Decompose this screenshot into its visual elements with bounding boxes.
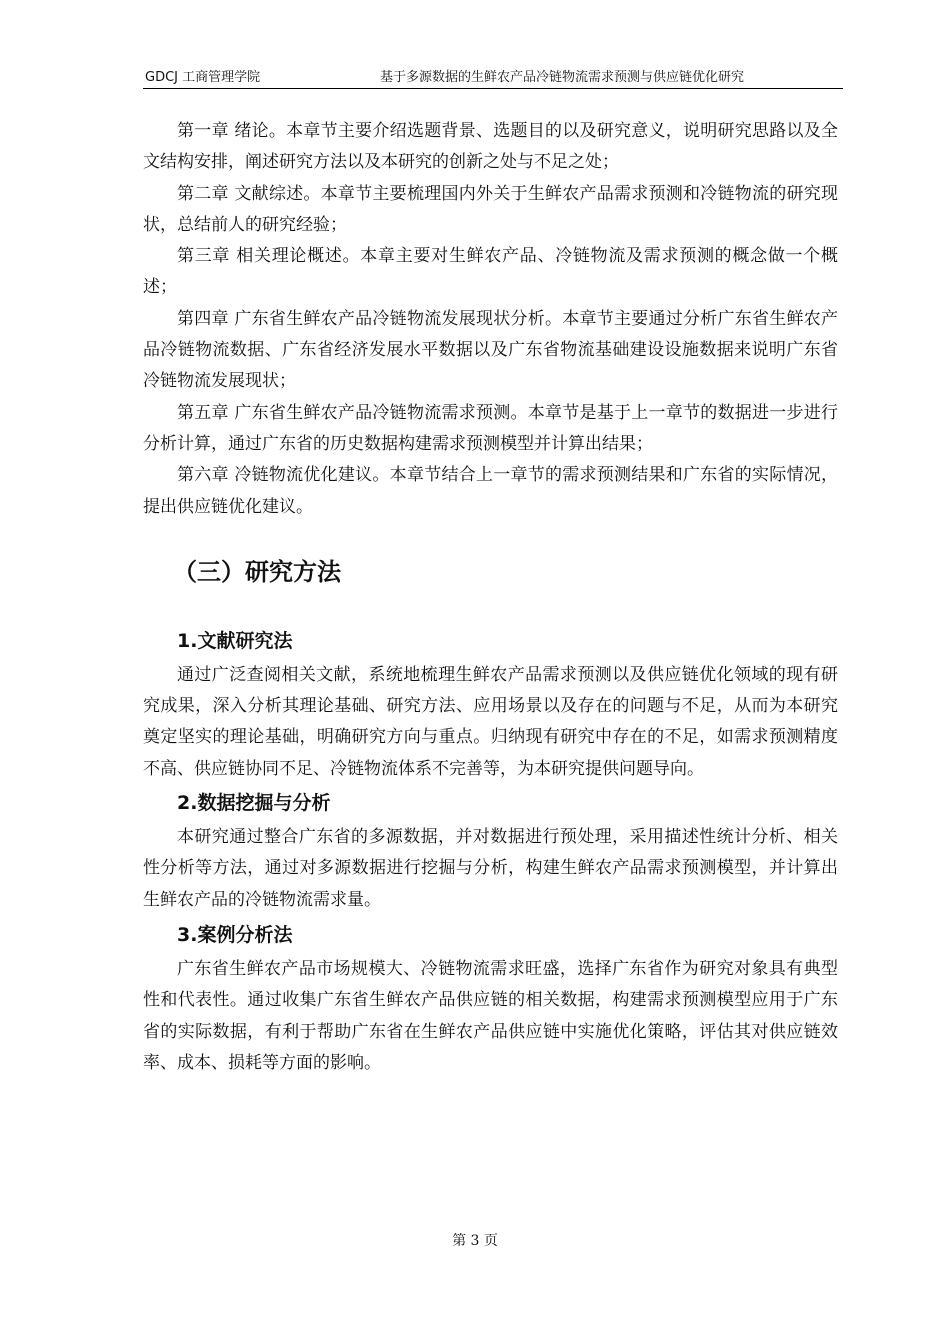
page-number: 第 3 页 [452, 1233, 498, 1249]
method-text-2: 本研究通过整合广东省的多源数据，并对数据进行预处理，采用描述性统计分析、相关性分析等方法，通过对多源数据进行挖掘与分析，构建生鲜农产品需求预测模型，并计算出生鲜农产品的冷链物流需求量。 [143, 827, 838, 910]
method-text-1: 通过广泛查阅相关文献，系统地梳理生鲜农产品需求预测以及供应链优化领域的现有研究成果，深入分析其理论基础、研究方法、应用场景以及存在的问题与不足，从而为本研究奠定坚实的理论基础，明确研究方向与重点。归纳现有研究中存在的不足，如需求预测精度不高、供应链协同不足、冷链物流体系不完善等，为本研究提供问题导向。 [143, 664, 838, 779]
chapter-summary-6: 第六章 冷链物流优化建议。本章节结合上一章节的需求预测结果和广东省的实际情况，提出供应链优化建议。 [143, 465, 838, 517]
chapter-summary-1: 第一章 绪论。本章节主要介绍选题背景、选题目的以及研究意义，说明研究思路以及全文结构安排，阐述研究方法以及本研究的创新之处与不足之处； [143, 121, 838, 173]
chapter-summary-4: 第四章 广东省生鲜农产品冷链物流发展现状分析。本章节主要通过分析广东省生鲜农产品冷链物流数据、广东省经济发展水平数据以及广东省物流基础建设设施数据来说明广东省冷链物流发展现状； [143, 308, 838, 392]
method-text-3: 广东省生鲜农产品市场规模大、冷链物流需求旺盛，选择广东省作为研究对象具有典型性和代表性。通过收集广东省生鲜农产品供应链的相关数据，构建需求预测模型应用于广东省的实际数据，有利于帮助广东省在生鲜农产品供应链中实施优化策略，评估其对供应链效率、成本、损耗等方面的影响。 [143, 958, 838, 1073]
header-thesis-title: 基于多源数据的生鲜农产品冷链物流需求预测与供应链优化研究 [380, 70, 745, 85]
method-title-1: 1.文献研究法 [177, 629, 293, 652]
method-title-3: 3.案例分析法 [177, 923, 293, 946]
main-content [143, 116, 838, 1079]
method-title-2: 2.数据挖掘与分析 [177, 792, 331, 815]
chapter-summary-2: 第二章 文献综述。本章节主要梳理国内外关于生鲜农产品需求预测和冷链物流的研究现状，总结前人的研究经验； [143, 183, 838, 235]
chapter-summary-3: 第三章 相关理论概述。本章主要对生鲜农产品、冷链物流及需求预测的概念做一个概述； [143, 246, 838, 298]
chapter-summary-5: 第五章 广东省生鲜农产品冷链物流需求预测。本章节是基于上一章节的数据进一步进行分析计算，通过广东省的历史数据构建需求预测模型并计算出结果； [143, 402, 838, 454]
page-header [143, 70, 843, 89]
section-title: （三）研究方法 [173, 557, 341, 586]
header-institution: GDCJ 工商管理学院 [145, 70, 261, 85]
